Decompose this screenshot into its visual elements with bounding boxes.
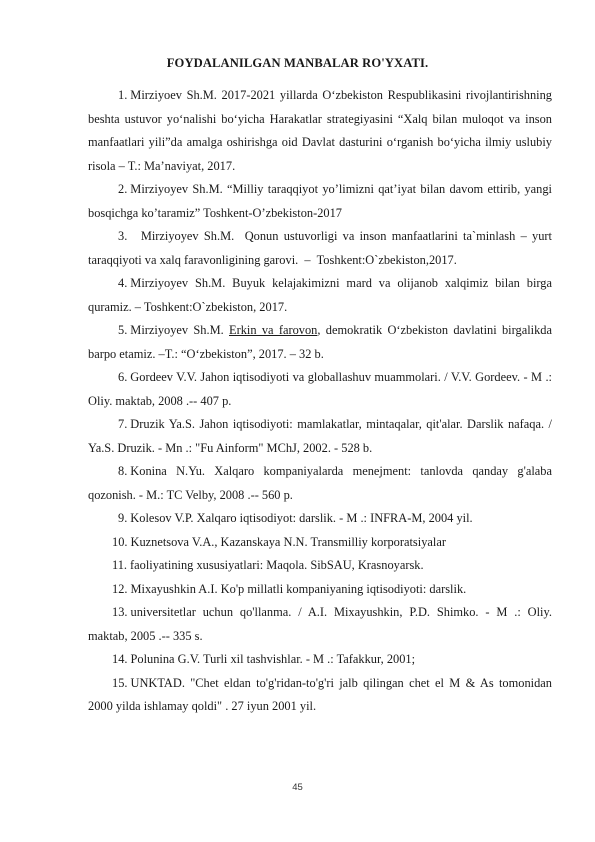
reference-item	[88, 672, 552, 719]
reference-text: Polunina G.V. Turli xil tashvishlar. - M .: Tafakkur, 2001;	[130, 652, 416, 666]
reference-list	[88, 84, 556, 719]
reference-link[interactable]: Erkin va farovon	[229, 323, 318, 337]
reference-text: Mirziyoyev Sh.M. Qonun ustuvorligi va inson manfaatlarini ta`minlash – yurt taraqqiyoti va xalq faravonligining garovi. – Toshkent:O`zbekiston,2017.	[88, 229, 556, 267]
reference-text: universitetlar uchun qo'llanma. / A.I. Mixayushkin, P.D. Shimko. - M .: Oliy. maktab, 2005 .-- 335 s.	[88, 605, 552, 643]
reference-number: 3.	[118, 229, 128, 243]
reference-text: Kolesov V.P. Xalqaro iqtisodiyot: darslik. - M .: INFRA-M, 2004 yil.	[130, 511, 473, 525]
reference-item	[88, 178, 552, 225]
reference-item	[88, 319, 552, 366]
page-title: FOYDALANILGAN MANBALAR RO'YXATI.	[166, 56, 429, 70]
reference-text: faoliyatining xususiyatlari: Maqola. SibSAU, Krasnoyarsk.	[130, 558, 424, 572]
reference-number: 8.	[118, 464, 128, 478]
reference-item	[88, 225, 556, 272]
page-number: 45	[292, 782, 303, 793]
reference-item	[88, 507, 552, 531]
reference-text: Mirziyoyev Sh.M. “Milliy taraqqiyot yo’limizni qat’iyat bilan davom ettirib, yangi bosqichga ko’taramiz” Toshkent-O’zbekiston-2017	[88, 182, 552, 220]
reference-text: UNKTAD. "Chet eldan to'g'ridan-to'g'ri jalb qilingan chet el M & As tomonidan 2000 yilda ishlamay qoldi" . 27 iyun 2001 yil.	[88, 675, 552, 713]
reference-text: Mirziyoyev Sh.M. Buyuk kelajakimizni mard va olijanob xalqimiz bilan birga quramiz. – Toshkent:O`zbekiston, 2017.	[88, 276, 552, 314]
reference-number: 5.	[118, 323, 128, 337]
reference-text: Gordeev V.V. Jahon iqtisodiyoti va globallashuv muammolari. / V.V. Gordeev. - M .: Oliy. maktab, 2008 .-- 407 p.	[88, 370, 552, 408]
reference-number: 13.	[112, 605, 128, 619]
reference-text: Mirziyoev Sh.M. 2017-2021 yillarda O‘zbekiston Respublikasini rivojlantirishning beshta ustuvor yo‘nalishi bo‘yicha Harakatlar strategiyasini “Xalq bilan muloqot va inson manfaatlari yili”da amalga oshirishga oid Davlat dasturini o‘rganish bo‘yicha ilmiy uslubiy risola – T.: Ma’naviyat, 2017.	[88, 88, 552, 173]
reference-number: 9.	[118, 511, 128, 525]
reference-text: Kuznetsova V.A., Kazanskaya N.N. Transmilliy korporatsiyalar	[130, 534, 446, 549]
reference-number: 4.	[118, 276, 128, 290]
reference-item	[88, 578, 552, 602]
reference-number: 1.	[118, 88, 128, 102]
reference-number: 14.	[112, 652, 128, 666]
reference-number: 11.	[112, 558, 128, 572]
reference-item	[88, 84, 552, 178]
reference-text: Druzik Ya.S. Jahon iqtisodiyoti: mamlakatlar, mintaqalar, qit'alar. Darslik nafaqa. / Ya.S. Druzik. - Mn .: "Fu Ainform" MChJ, 2002. - 528 b.	[88, 417, 552, 455]
reference-number: 6.	[118, 370, 128, 384]
reference-item	[88, 554, 552, 578]
reference-number: 10.	[112, 534, 128, 549]
reference-item	[88, 413, 552, 460]
reference-number: 7.	[118, 417, 128, 431]
reference-item	[88, 460, 552, 507]
reference-text: Konina N.Yu. Xalqaro kompaniyalarda menejment: tanlovda qanday g'alaba qozonish. - M.: TC Velby, 2008 .-- 560 p.	[88, 464, 552, 502]
reference-item	[88, 366, 552, 413]
reference-item	[88, 531, 552, 555]
reference-text: , demokratik O‘zbekiston davlatini birgalikda barpo etamiz. –T.: “O‘zbekiston”, 2017. – 32 b.	[88, 323, 552, 361]
reference-text-prefix: Mirziyoyev Sh.M.	[130, 323, 229, 337]
reference-number: 15.	[112, 675, 128, 690]
reference-number: 2.	[118, 182, 128, 196]
reference-item	[88, 648, 552, 672]
reference-item	[88, 272, 552, 319]
reference-item	[88, 601, 552, 648]
reference-text: Mixayushkin A.I. Ko'p millatli kompaniyaning iqtisodiyoti: darslik.	[130, 581, 467, 596]
reference-number: 12.	[112, 581, 128, 596]
